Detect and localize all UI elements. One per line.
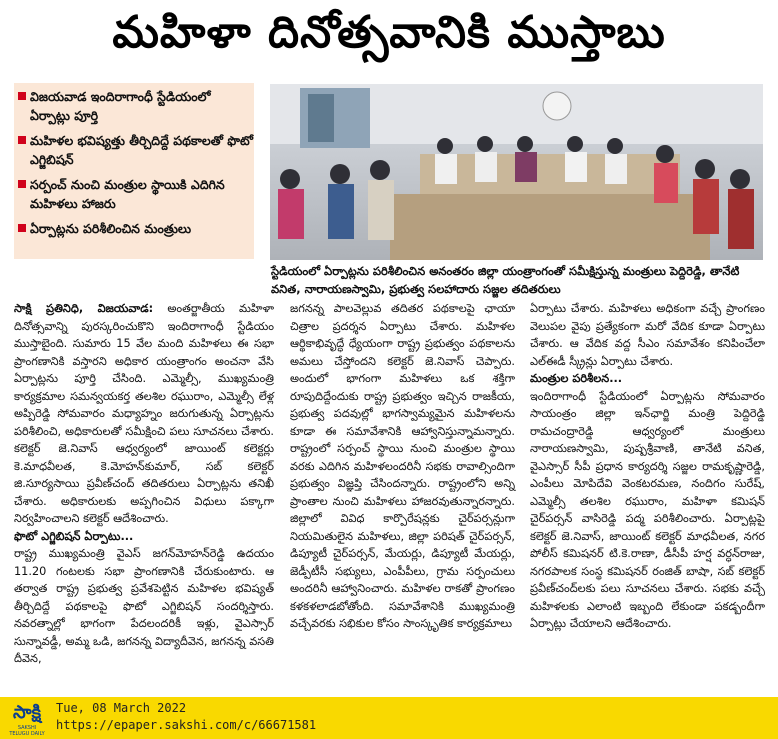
highlight-item <box>18 131 254 169</box>
news-photo <box>270 84 763 260</box>
edition-date: Tue, 08 March 2022 <box>56 701 187 715</box>
highlight-text: విజయవాడ ఇందిరాగాంధీ స్టేడియంలో ఏర్పాట్లు పూర్తి <box>30 89 211 123</box>
subheading: మంత్రుల పరిశీలన... <box>530 372 623 385</box>
photo-caption: స్టేడియంలో ఏర్పాట్లను పరిశీలించిన అనంతరం జిల్లా యంత్రాంగంతో సమీక్షిస్తున్న మంత్రులు పెద్దిరెడ్డి, తానేటి వనిత, నారాయణస్వామి, ప్రభుత్వ సలహాదారు సజ్జల తదితరులు <box>271 264 740 296</box>
byline: సాక్షి ప్రతినిధి, విజయవాడ: <box>14 302 154 315</box>
highlight-text: ఏర్పాట్లను పరిశీలించిన మంత్రులు <box>30 221 192 236</box>
article-paragraph: అంతర్జాతీయ మహిళా దినోత్సవాన్ని పురస్కరించుకొని ఇందిరాగాంధీ స్టేడియం ముస్తాబైంది. సుమారు 15 వేల మంది మహిళలు ఈ సభా ప్రాంగణానికి వస్తారని అధికార యంత్రాంగం అంచనా వేసి ఏర్పాట్లను పూర్తి చేసింది. ఎమ్మెల్సీ, ముఖ్యమంత్రి కార్యక్రమాల సమన్వయకర్త తలశిల రఘురాం, ఎమ్మెల్సీ లేళ్ల అప్పిరెడ్డి సోమవారం మధ్యాహ్నం జరుగుతున్న ఏర్పాట్లను పరిశీలించి, అధికారులతో సమీక్షించి పలు సూచనలు చేశారు. కలెక్టర్ జె.నివాస్ ఆధ్వర్యంలో జాయింట్ కలెక్టర్లు కె.మాధవీలత, కె.మోహన్‌కుమార్, సబ్ కలెక్టర్ జి.సూర్యసాయి ప్రవీణ్‌చంద్ తదితరులు ఏర్పాట్లను తనిఖీ చేశారు. అధికారులకు అప్పగించిన విధులు పక్కాగా నిర్వహించాలని కలెక్టర్ ఆదేశించారు. <box>14 302 274 525</box>
highlight-item <box>18 175 254 213</box>
bullet-icon <box>18 224 26 232</box>
logo-subtext: SAKSHI TELUGU DAILY <box>9 725 45 737</box>
highlight-text: మహిళల భవిష్యత్తు తీర్చిదిద్దే పథకాలతో ఫొటో ఎగ్జిబిషన్ <box>30 133 253 167</box>
meeting-photo-illustration <box>270 84 763 260</box>
footer-bar <box>0 697 778 739</box>
bullet-icon <box>18 136 26 144</box>
highlight-item <box>18 87 254 125</box>
article-paragraph: రాష్ట్ర ముఖ్యమంత్రి వైఎస్ జగన్‌మోహన్‌రెడ్డి ఉదయం 11.20 గంటలకు సభా ప్రాంగణానికి చేరుకుంటారు. ఆ తర్వాత రాష్ట్ర ప్రభుత్వ ప్రవేశపెట్టిన మహిళల భవిష్యత్ తీర్చిదిద్దే పథకాలపై ఫొటో ఎగ్జిబిషన్ సందర్శిస్తారు. నవరత్నాల్లో భాగంగా పేదలందరికీ ఇళ్లు, వైఎస్సార్ సున్నావడ్డీ, అమ్మ ఒడి, జగనన్న విద్యాదీవెన, జగనన్న వసతి దీవెన, <box>14 547 274 665</box>
source-url[interactable]: https://epaper.sakshi.com/c/66671581 <box>56 718 317 732</box>
logo-text: సాక్షి <box>13 702 41 723</box>
headline: మహిళా దినోత్సవానికి ముస్తాబు <box>112 7 666 58</box>
sakshi-logo <box>8 701 46 735</box>
highlight-item <box>18 219 254 238</box>
highlights-box <box>14 83 254 259</box>
bullet-icon <box>18 92 26 100</box>
subheading: ఫొటో ఎగ్జిబిషన్ ఏర్పాటు... <box>14 529 134 543</box>
article-paragraph: ఏర్పాటు చేశారు. మహిళలు అధికంగా వచ్చే ప్రాంగణం వెలుపల వైపు ప్రత్యేకంగా మరో వేదిక కూడా ఏర్పాటు చేశారు. ఆ వేదిక వద్ద సీఎం సమావేశం కనిపించేలా ఎల్‌ఈడీ స్క్రీన్లు ఏర్పాటు చేశారు. <box>530 302 765 368</box>
article-column-3 <box>530 300 765 633</box>
article-paragraph: జగనన్న పాలవెల్లువ తదితర పథకాలపై ఛాయా చిత్రాల ప్రదర్శన ఏర్పాటు చేశారు. మహిళల ఆర్థికాభివృద్ధే ధ్యేయంగా రాష్ట్ర ప్రభుత్వం పథకాలను అమలు చేస్తోందని కలెక్టర్ జె.నివాస్ చెప్పారు. అందులో భాగంగా మహిళలు ఒక శక్తిగా రూపుదిద్దేందుకు రాష్ట్ర ప్రభుత్వం ఇచ్చిన రాజకీయ, ప్రభుత్వ పదవుల్లో భాగస్వామ్యమైన మహిళలను కూడా ఈ సమావేశానికి ఆహ్వానిస్తున్నామన్నారు. రాష్ట్రంలో సర్పంచ్ స్థాయి నుంచి మంత్రుల స్థాయి వరకు ఎదిగిన మహిళలందరినీ సభకు రావాల్సిందిగా ప్రభుత్వం విజ్ఞప్తి చేసిందన్నారు. రాష్ట్రంలోని అన్ని ప్రాంతాల నుంచి మహిళలు హాజరవుతున్నారన్నారు. జిల్లాలో వివిధ కార్పొరేషన్లకు చైర్‌పర్సన్లుగా నియమితులైన మహిళలు, జిల్లా పరిషత్ చైర్‌పర్సన్, డిప్యూటీ చైర్‌పర్సన్, మేయర్లు, డిప్యూటీ మేయర్లు, జెడ్పీటీసీ సభ్యులు, ఎంపీపీలు, గ్రామ సర్పంచులు అందరినీ ఆహ్వానించారు. మహిళల రాకతో ప్రాంగణం కళకళలాడబోతోంది. సమావేశానికి ముఖ్యమంత్రి వచ్చేవరకు సభికుల కోసం సాంస్కృతిక కార్యక్రమాలు <box>290 302 515 630</box>
bullet-icon <box>18 180 26 188</box>
article-column-2 <box>290 300 515 633</box>
article-paragraph: ఇందిరాగాంధీ స్టేడియంలో ఏర్పాట్లను సోమవారం సాయంత్రం జిల్లా ఇన్‌ఛార్జి మంత్రి పెద్దిరెడ్డి రామచంద్రారెడ్డి ఆధ్వర్యంలో మంత్రులు నారాయణస్వామి, పుష్పశ్రీవాణి, తానేటి వనిత, వైఎస్సార్ సీపీ ప్రధాన కార్యదర్శి సజ్జల రామకృష్ణారెడ్డి, ఎంపీలు మోపిదేవి వెంకటరమణ, నందిగం సురేష్, ఎమ్మెల్సీ తలశిల రఘురాం, మహిళా కమిషన్ చైర్‌పర్సన్ వాసిరెడ్డి పద్మ పరిశీలించారు. ఏర్పాట్లపై కలెక్టర్ జె.నివాస్, జాయింట్ కలెక్టర్ మాధవీలత, నగర పోలీస్ కమిషనర్ టి.కె.రాణా, డీసీపీ హర్ష వర్ధన్‌రాజు, నగరపాలక సంస్థ కమిషనర్ రంజిత్ బాషా, సబ్ కలెక్టర్ ప్రవీణ్‌చంద్‌లకు పలు సూచనలు చేశారు. సభకు వచ్చే మహిళలకు ఎలాంటి ఇబ్బంది లేకుండా పకడ్బందీగా ఏర్పాట్లు చేయాలని ఆదేశించారు. <box>530 389 765 630</box>
highlight-text: సర్పంచ్ నుంచి మంత్రుల స్థాయికి ఎదిగిన మహిళలు హాజరు <box>30 177 225 211</box>
article-column-1 <box>14 300 274 668</box>
